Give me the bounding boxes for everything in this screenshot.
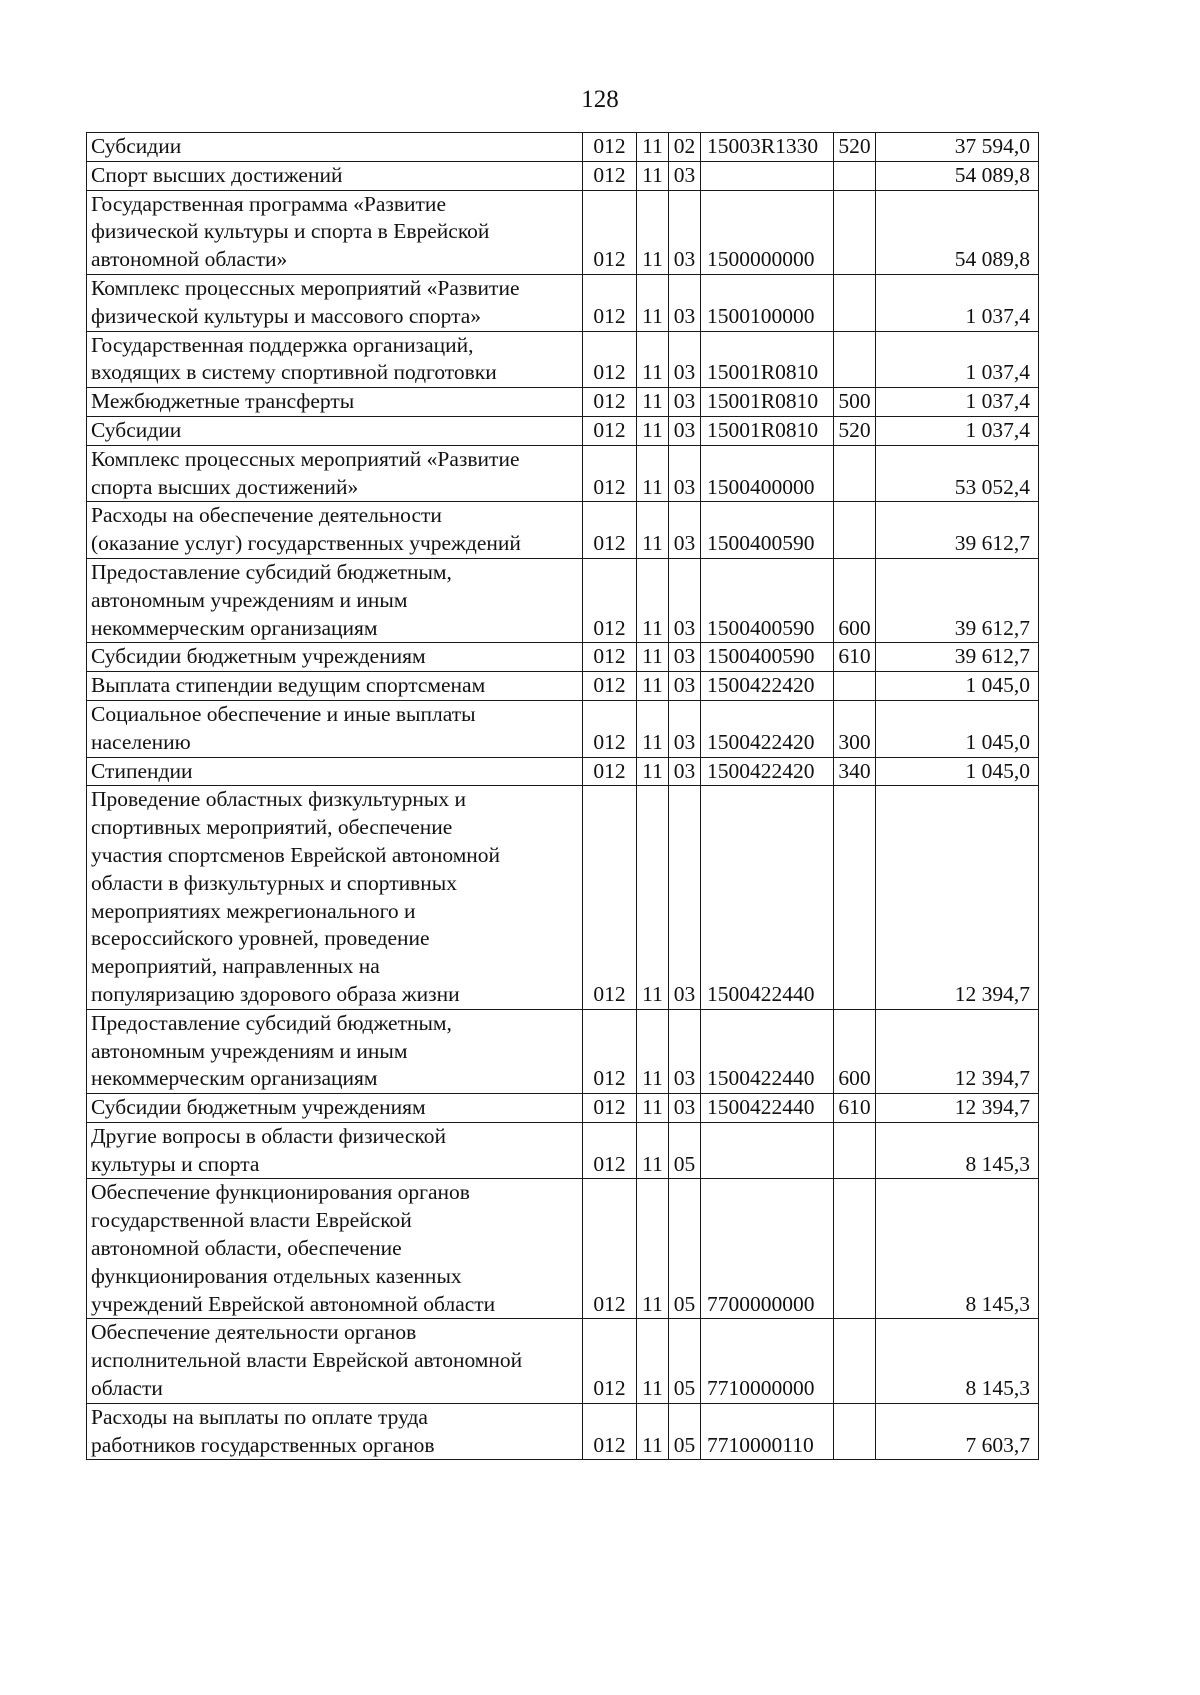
cell-section-code: 11 [637,1122,669,1179]
cell-name-line: мероприятиях межрегионального и [91,898,416,923]
cell-section-code: 11 [637,502,669,559]
cell-name-line: Обеспечение деятельности органов [91,1320,417,1345]
table-row [87,1319,1039,1403]
table-row [87,445,1039,502]
cell-target-article: 1500422420 [701,700,834,757]
cell-target-article: 1500422420 [701,672,834,701]
cell-expense-type [834,1179,876,1319]
table-row [87,643,1039,672]
cell-expense-type [834,274,876,331]
cell-ved-code: 012 [583,1122,637,1179]
cell-name [87,388,583,417]
cell-name [87,190,583,274]
cell-expense-type: 500 [834,388,876,417]
cell-expense-type: 610 [834,643,876,672]
cell-subsection-code: 05 [669,1319,701,1403]
table-row [87,1179,1039,1319]
cell-target-article: 15001R0810 [701,331,834,388]
table-row [87,757,1039,786]
cell-name-line: физической культуры и массового спорта» [91,303,482,328]
cell-section-code: 11 [637,1319,669,1403]
cell-subsection-code: 03 [669,416,701,445]
cell-name-line: Проведение областных физкультурных и [91,787,466,812]
cell-name-line: Расходы на обеспечение деятельности [91,503,442,528]
cell-target-article: 1500422440 [701,1009,834,1093]
cell-amount: 12 394,7 [876,1094,1039,1123]
cell-subsection-code: 03 [669,643,701,672]
cell-subsection-code: 03 [669,1009,701,1093]
page-number: 128 [581,86,619,113]
cell-target-article: 1500400590 [701,643,834,672]
cell-subsection-code: 05 [669,1403,701,1460]
cell-target-article: 7710000000 [701,1319,834,1403]
cell-ved-code: 012 [583,388,637,417]
cell-name [87,643,583,672]
cell-subsection-code: 05 [669,1122,701,1179]
cell-name-line: Обеспечение функционирования органов [91,1180,470,1205]
cell-amount: 39 612,7 [876,558,1039,642]
cell-name-line: (оказание услуг) государственных учреждений [91,531,521,556]
cell-name [87,1009,583,1093]
table-row [87,786,1039,1009]
cell-name-line: Государственная поддержка организаций, [91,332,474,357]
cell-expense-type [834,502,876,559]
cell-name [87,1319,583,1403]
cell-name [87,558,583,642]
cell-expense-type [834,672,876,701]
cell-target-article: 1500400590 [701,558,834,642]
cell-ved-code: 012 [583,786,637,1009]
cell-name [87,1122,583,1179]
cell-amount: 37 594,0 [876,133,1039,162]
cell-section-code: 11 [637,757,669,786]
cell-name-line: Субсидии [91,134,182,158]
cell-target-article [701,1122,834,1179]
cell-name [87,445,583,502]
cell-section-code: 11 [637,1403,669,1460]
cell-expense-type [834,161,876,190]
cell-ved-code: 012 [583,133,637,162]
cell-name-line: области [91,1376,163,1401]
cell-amount: 8 145,3 [876,1179,1039,1319]
cell-name [87,1094,583,1123]
cell-name-line: входящих в систему спортивной подготовки [91,360,497,385]
cell-subsection-code: 03 [669,502,701,559]
cell-amount: 1 037,4 [876,388,1039,417]
cell-target-article: 7710000110 [701,1403,834,1460]
cell-name-line: автономной области, обеспечение [91,1236,402,1261]
cell-target-article [701,161,834,190]
cell-ved-code: 012 [583,672,637,701]
cell-name-line: Межбюджетные трансферты [91,389,355,414]
cell-amount: 1 037,4 [876,331,1039,388]
cell-subsection-code: 05 [669,1179,701,1319]
cell-section-code: 11 [637,190,669,274]
cell-ved-code: 012 [583,190,637,274]
cell-name-line: функционирования отдельных казенных [91,1263,462,1288]
budget-table [86,132,1039,1460]
table-row [87,161,1039,190]
cell-target-article: 1500422440 [701,786,834,1009]
cell-name-line: Спорт высших достижений [91,162,343,187]
cell-section-code: 11 [637,133,669,162]
cell-target-article: 15003R1330 [701,133,834,162]
cell-subsection-code: 03 [669,700,701,757]
cell-ved-code: 012 [583,1319,637,1403]
cell-amount: 1 045,0 [876,757,1039,786]
table-row [87,416,1039,445]
cell-expense-type [834,1122,876,1179]
cell-amount: 8 145,3 [876,1319,1039,1403]
cell-expense-type: 520 [834,416,876,445]
cell-name [87,161,583,190]
cell-target-article: 1500422440 [701,1094,834,1123]
cell-ved-code: 012 [583,161,637,190]
cell-subsection-code: 03 [669,161,701,190]
cell-section-code: 11 [637,643,669,672]
cell-name [87,700,583,757]
cell-expense-type: 600 [834,1009,876,1093]
cell-ved-code: 012 [583,700,637,757]
cell-ved-code: 012 [583,558,637,642]
cell-subsection-code: 03 [669,786,701,1009]
cell-target-article: 15001R0810 [701,388,834,417]
cell-amount: 12 394,7 [876,1009,1039,1093]
cell-name [87,1179,583,1319]
table-row [87,331,1039,388]
table-row [87,1122,1039,1179]
table-row [87,1403,1039,1460]
cell-amount: 7 603,7 [876,1403,1039,1460]
cell-name-line: Субсидии бюджетным учреждениям [91,644,426,669]
cell-amount: 1 045,0 [876,700,1039,757]
table-row [87,388,1039,417]
table-row [87,274,1039,331]
cell-target-article: 7700000000 [701,1179,834,1319]
table-row [87,502,1039,559]
cell-name-line: Выплата стипендии ведущим спортсменам [91,673,486,698]
cell-amount: 1 045,0 [876,672,1039,701]
cell-ved-code: 012 [583,502,637,559]
cell-expense-type: 520 [834,133,876,162]
cell-ved-code: 012 [583,1094,637,1123]
cell-name-line: некоммерческим организациям [91,1066,378,1091]
cell-name-line: некоммерческим организациям [91,615,378,640]
cell-section-code: 11 [637,445,669,502]
cell-name-line: области в физкультурных и спортивных [91,870,457,895]
table-row [87,672,1039,701]
cell-section-code: 11 [637,1179,669,1319]
cell-expense-type [834,1403,876,1460]
cell-name-line: автономным учреждениям и иным [91,1038,408,1063]
cell-name-line: населению [91,729,191,754]
cell-name [87,757,583,786]
table-row [87,133,1039,162]
cell-ved-code: 012 [583,416,637,445]
cell-name [87,133,583,162]
cell-subsection-code: 03 [669,274,701,331]
cell-amount: 39 612,7 [876,643,1039,672]
cell-name-line: государственной власти Еврейской [91,1208,412,1233]
cell-name [87,331,583,388]
cell-section-code: 11 [637,388,669,417]
cell-name [87,786,583,1009]
cell-name [87,274,583,331]
cell-name [87,502,583,559]
table-row [87,700,1039,757]
cell-name-line: учреждений Еврейской автономной области [91,1291,496,1316]
cell-subsection-code: 03 [669,388,701,417]
cell-subsection-code: 03 [669,558,701,642]
table-row [87,1094,1039,1123]
cell-name-line: Стипендии [91,758,193,783]
cell-name-line: культуры и спорта [91,1151,260,1176]
cell-name-line: Комплекс процессных мероприятий «Развитие [91,275,520,300]
cell-target-article: 1500000000 [701,190,834,274]
cell-name-line: Предоставление субсидий бюджетным, [91,559,452,584]
cell-amount: 1 037,4 [876,416,1039,445]
cell-target-article: 15001R0810 [701,416,834,445]
cell-amount: 12 394,7 [876,786,1039,1009]
table-row [87,190,1039,274]
cell-target-article: 1500100000 [701,274,834,331]
cell-name-line: спортивных мероприятий, обеспечение [91,815,453,840]
cell-name-line: участия спортсменов Еврейской автономной [91,842,501,867]
cell-expense-type [834,190,876,274]
cell-ved-code: 012 [583,1403,637,1460]
cell-ved-code: 012 [583,1179,637,1319]
cell-name-line: Субсидии [91,417,182,442]
cell-name-line: Социальное обеспечение и иные выплаты [91,701,476,726]
cell-expense-type [834,1319,876,1403]
cell-ved-code: 012 [583,331,637,388]
cell-amount: 53 052,4 [876,445,1039,502]
cell-name-line: работников государственных органов [91,1432,435,1457]
cell-ved-code: 012 [583,643,637,672]
cell-expense-type: 600 [834,558,876,642]
cell-name-line: Предоставление субсидий бюджетным, [91,1010,452,1035]
cell-ved-code: 012 [583,757,637,786]
cell-ved-code: 012 [583,1009,637,1093]
cell-ved-code: 012 [583,445,637,502]
cell-section-code: 11 [637,672,669,701]
cell-section-code: 11 [637,700,669,757]
cell-section-code: 11 [637,786,669,1009]
cell-target-article: 1500400000 [701,445,834,502]
cell-target-article: 1500422420 [701,757,834,786]
cell-expense-type: 340 [834,757,876,786]
cell-section-code: 11 [637,1094,669,1123]
cell-name-line: спорта высших достижений» [91,474,359,499]
cell-expense-type: 610 [834,1094,876,1123]
cell-name-line: Субсидии бюджетным учреждениям [91,1095,426,1120]
cell-expense-type [834,786,876,1009]
cell-section-code: 11 [637,274,669,331]
cell-name-line: Другие вопросы в области физической [91,1123,447,1148]
cell-name-line: автономной области» [91,247,288,272]
cell-subsection-code: 03 [669,445,701,502]
cell-section-code: 11 [637,558,669,642]
table-row [87,1009,1039,1093]
cell-subsection-code: 03 [669,331,701,388]
cell-expense-type [834,331,876,388]
cell-ved-code: 012 [583,274,637,331]
cell-name-line: мероприятий, направленных на [91,954,380,979]
cell-amount: 54 089,8 [876,190,1039,274]
cell-subsection-code: 03 [669,1094,701,1123]
cell-subsection-code: 03 [669,190,701,274]
cell-amount: 39 612,7 [876,502,1039,559]
cell-name-line: физической культуры и спорта в Еврейской [91,219,490,244]
cell-name-line: всероссийского уровней, проведение [91,926,430,951]
budget-table-body [87,133,1039,1460]
cell-amount: 54 089,8 [876,161,1039,190]
cell-section-code: 11 [637,161,669,190]
cell-name [87,672,583,701]
cell-section-code: 11 [637,416,669,445]
cell-name-line: популяризацию здорового образа жизни [91,981,460,1006]
cell-name-line: Расходы на выплаты по оплате труда [91,1404,428,1429]
cell-expense-type: 300 [834,700,876,757]
cell-section-code: 11 [637,331,669,388]
cell-target-article: 1500400590 [701,502,834,559]
cell-name-line: исполнительной власти Еврейской автономной [91,1348,523,1373]
cell-name-line: Комплекс процессных мероприятий «Развитие [91,446,520,471]
cell-expense-type [834,445,876,502]
cell-subsection-code: 03 [669,757,701,786]
cell-name [87,1403,583,1460]
cell-subsection-code: 03 [669,672,701,701]
cell-name-line: Государственная программа «Развитие [91,191,446,216]
cell-name-line: автономным учреждениям и иным [91,587,408,612]
cell-amount: 8 145,3 [876,1122,1039,1179]
cell-name [87,416,583,445]
cell-amount: 1 037,4 [876,274,1039,331]
cell-subsection-code: 02 [669,133,701,162]
table-row [87,558,1039,642]
cell-section-code: 11 [637,1009,669,1093]
